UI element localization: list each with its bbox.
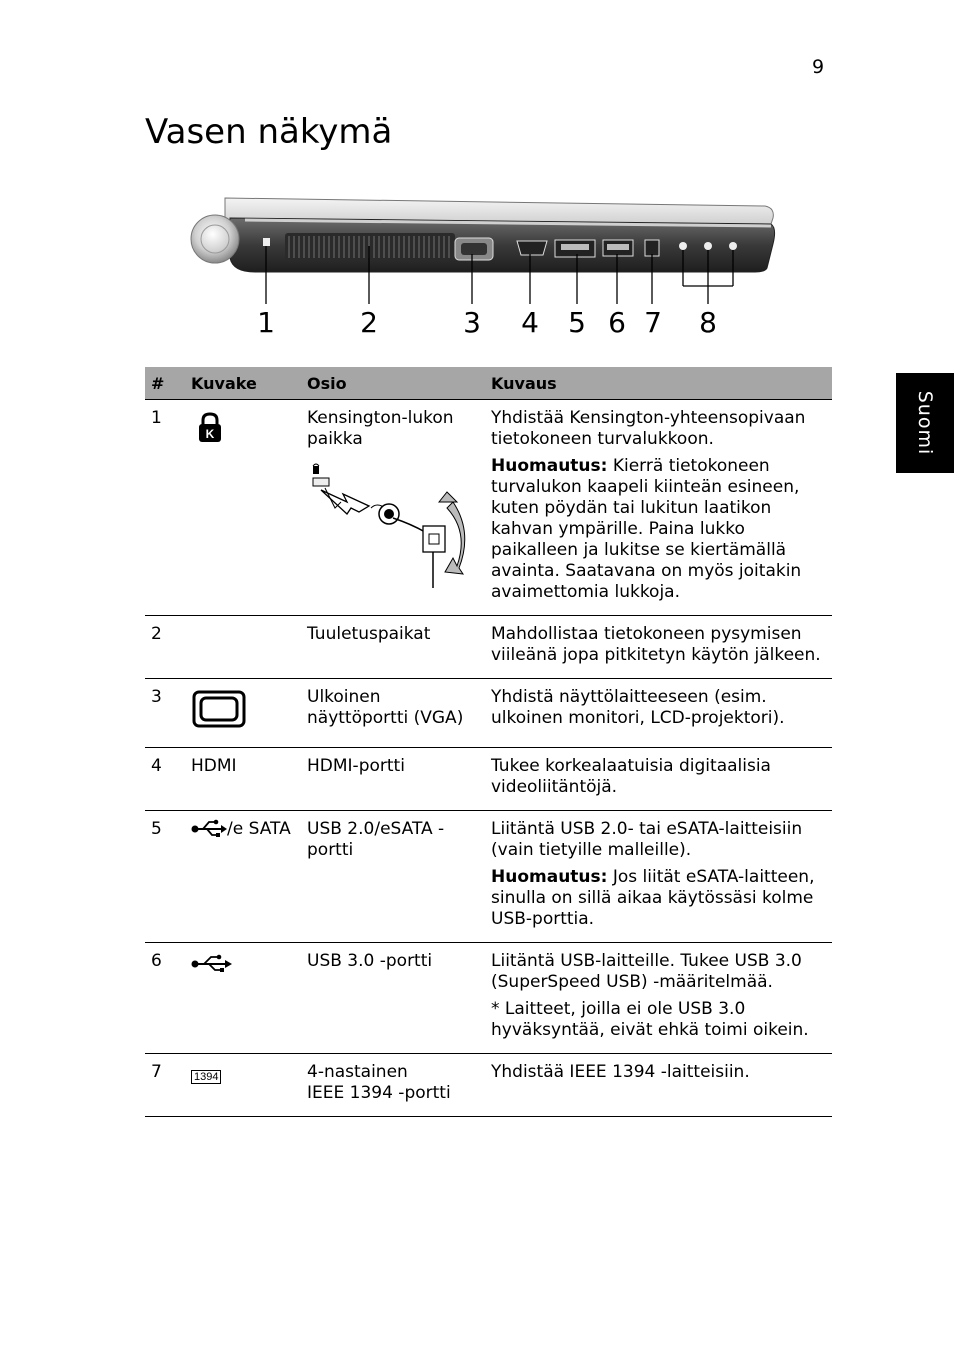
page-title: Vasen näkymä: [145, 112, 393, 152]
callout-number: 4: [521, 306, 539, 339]
table-row: [145, 400, 832, 616]
table-row: [145, 943, 832, 1054]
row-number: 5: [145, 811, 185, 943]
column-header: #: [145, 367, 185, 400]
section-name: 4-nastainen: [307, 1062, 408, 1082]
table-row: [145, 1054, 832, 1117]
usb-icon: [191, 819, 227, 837]
esata-icon-label: /e SATA: [227, 819, 291, 839]
callout-number: 2: [360, 306, 378, 339]
row-number: 4: [145, 748, 185, 811]
callout-number: 1: [257, 306, 275, 339]
section-name: Ulkoinen näyttöportti (VGA): [301, 679, 485, 748]
callout-number: 6: [608, 306, 626, 339]
description: Yhdistä näyttölaitteeseen (esim. ulkoinen monitori, LCD-projektori).: [485, 679, 832, 748]
callout-number: 5: [568, 306, 586, 339]
description-footnote: * Laitteet, joilla ei ole USB 3.0 hyväksyntää, eivät ehkä toimi oikein.: [491, 999, 809, 1040]
kensington-lock-usage-illustration: [307, 462, 475, 592]
section-name: USB 3.0 -portti: [301, 943, 485, 1054]
note-text: Kierrä tietokoneen turvalukon kaapeli kiinteän esineen, kuten pöydän tai lukitun laatikon kahvan ympärille. Paina lukko paikalleen ja lukitse se kiertämällä avainta. Saatavana on myös joitakin avaimettomia lukkoja.: [491, 456, 802, 602]
column-header: Kuvake: [185, 367, 301, 400]
row-number: 3: [145, 679, 185, 748]
description: Tukee korkealaatuisia digitaalisia videoliitäntöjä.: [485, 748, 832, 811]
description: Yhdistää Kensington-yhteensopivaan tietokoneen turvalukkoon.: [491, 408, 806, 449]
section-name: Tuuletuspaikat: [301, 616, 485, 679]
laptop-left-side-illustration: [185, 188, 785, 308]
section-name: USB 2.0/eSATA -portti: [301, 811, 485, 943]
note-label: Huomautus:: [491, 456, 608, 476]
description: Mahdollistaa tietokoneen pysymisen viileänä jopa pitkitetyn käytön jälkeen.: [485, 616, 832, 679]
description: Liitäntä USB 2.0- tai eSATA-laitteisiin (vain tietyille malleille).: [491, 819, 803, 860]
section-name: IEEE 1394 -portti: [307, 1083, 451, 1103]
ports-table: [145, 367, 832, 1117]
ieee1394-icon: 1394: [191, 1070, 221, 1084]
table-row: [145, 748, 832, 811]
note-label: Huomautus:: [491, 867, 608, 887]
row-number: 1: [145, 400, 185, 616]
callout-number: 8: [699, 306, 717, 339]
hdmi-icon-label: HDMI: [185, 748, 301, 811]
section-name: HDMI-portti: [301, 748, 485, 811]
row-number: 6: [145, 943, 185, 1054]
column-header: Kuvaus: [485, 367, 832, 400]
page-number: 9: [812, 56, 825, 78]
column-header: Osio: [301, 367, 485, 400]
table-row: [145, 811, 832, 943]
note-text: Jos liität eSATA-laitteen, sinulla on sillä aikaa käytössäsi kolme USB-porttia.: [491, 867, 815, 929]
description: Liitäntä USB-laitteille. Tukee USB 3.0 (SuperSpeed USB) -määritelmää.: [491, 951, 802, 992]
kensington-lock-icon: [197, 412, 223, 444]
vga-monitor-icon: [191, 689, 247, 729]
description: Yhdistää IEEE 1394 -laitteisiin.: [485, 1054, 832, 1117]
callout-number: 7: [644, 306, 662, 339]
callout-number: 3: [463, 306, 481, 339]
section-name: Kensington-lukon paikka: [307, 408, 454, 449]
row-number: 7: [145, 1054, 185, 1117]
table-row: [145, 616, 832, 679]
table-row: [145, 679, 832, 748]
usb-icon: [191, 953, 233, 973]
language-side-tab: Suomi: [896, 373, 954, 473]
svg-text:K: K: [205, 427, 215, 441]
row-number: 2: [145, 616, 185, 679]
table-header-row: [145, 367, 832, 400]
